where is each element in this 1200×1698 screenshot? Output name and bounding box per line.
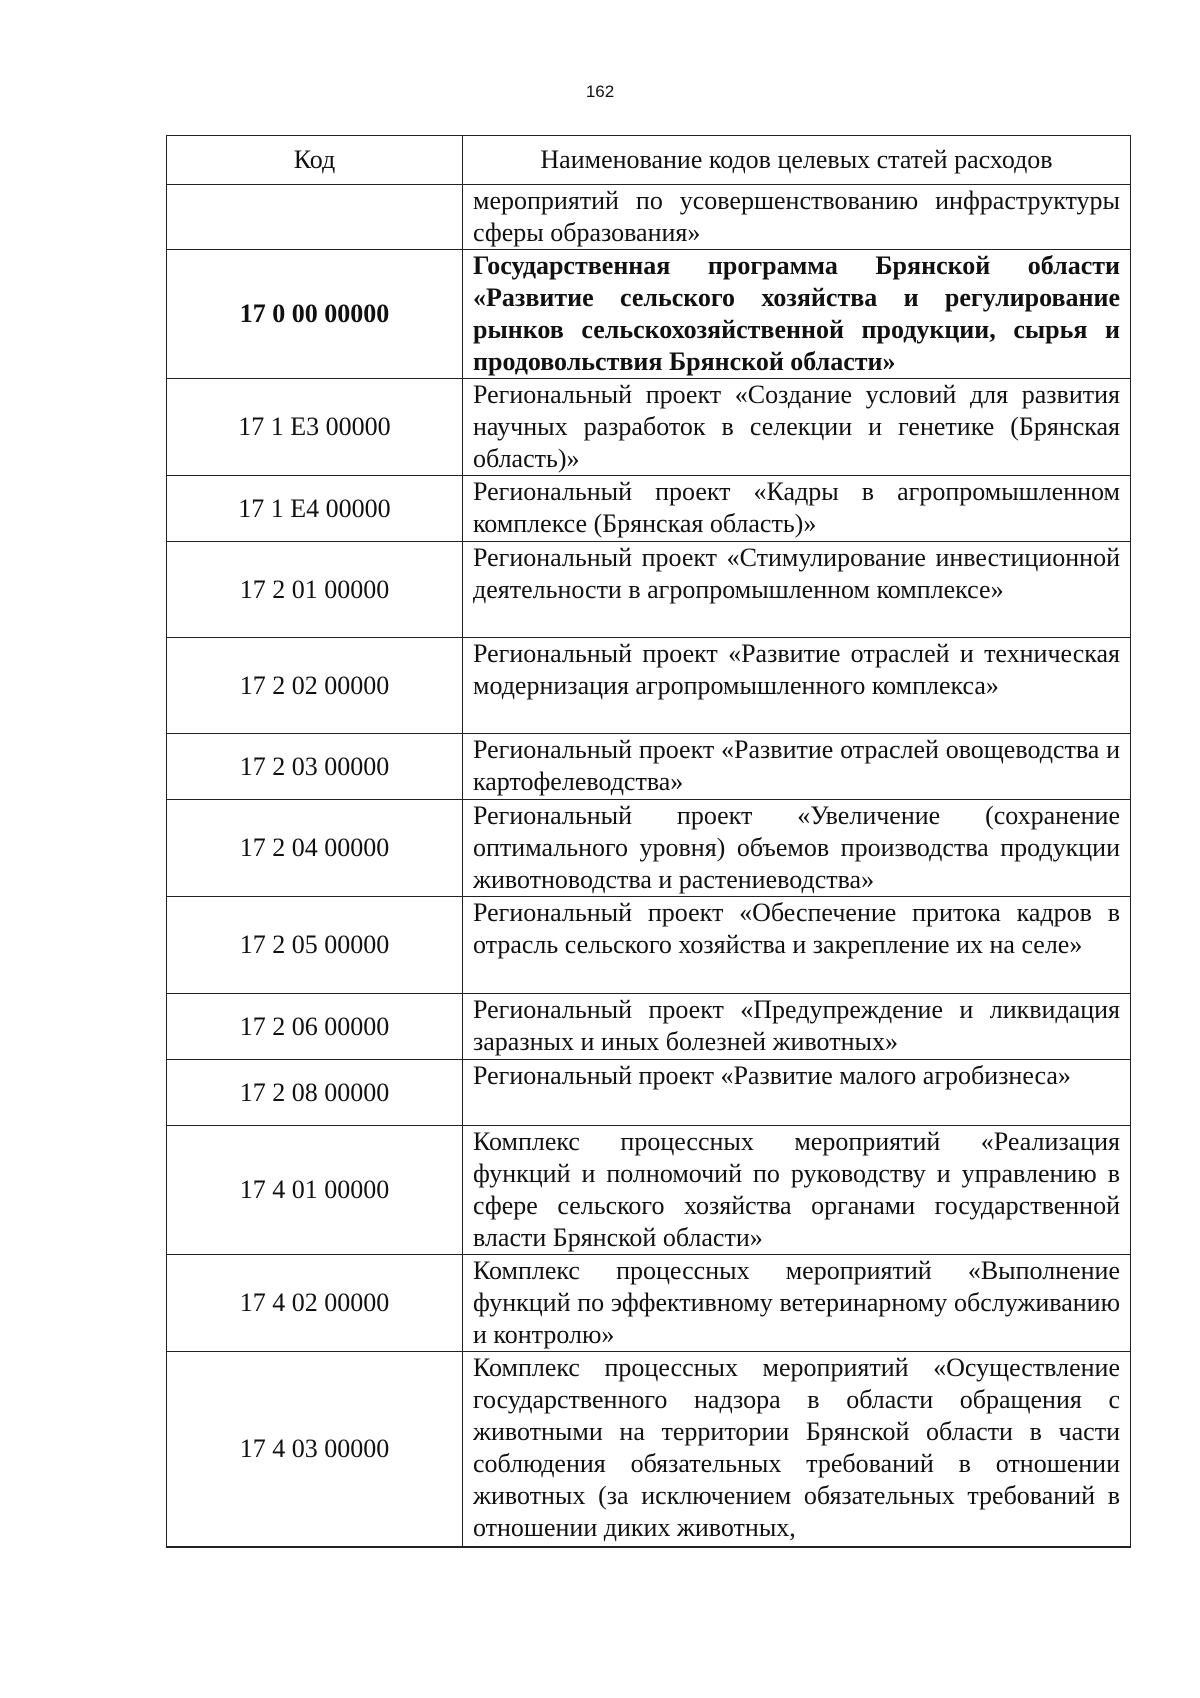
table-row <box>167 897 1131 994</box>
row-code: 17 2 05 00000 <box>167 897 463 994</box>
table-row <box>167 994 1131 1060</box>
row-code: 17 1 Е4 00000 <box>167 476 463 542</box>
row-name: Региональный проект «Кадры в агропромышленном комплексе (Брянская область)» <box>463 476 1131 542</box>
code-column-header: Код <box>167 136 463 185</box>
row-code: 17 4 01 00000 <box>167 1126 463 1255</box>
table-row <box>167 379 1131 476</box>
table-row <box>167 1255 1131 1352</box>
row-name: Комплекс процессных мероприятий «Реализация функций и полномочий по руководству и управлению в сфере сельского хозяйства органами государственной власти Брянской области» <box>463 1126 1131 1255</box>
row-code: 17 2 01 00000 <box>167 542 463 638</box>
table-row <box>167 800 1131 897</box>
table-row <box>167 1352 1131 1547</box>
row-name: Региональный проект «Развитие малого агробизнеса» <box>463 1060 1131 1126</box>
row-code: 17 2 03 00000 <box>167 734 463 800</box>
row-name: Комплекс процессных мероприятий «Осуществление государственного надзора в области обращения с животными на территории Брянской области в части соблюдения обязательных требований в отношении животных (за исключением обязательных требований в отношении диких животных, <box>463 1352 1131 1547</box>
row-name: Региональный проект «Увеличение (сохранение оптимального уровня) объемов производства продукции животноводства и растениеводства» <box>463 800 1131 897</box>
table-row <box>167 638 1131 734</box>
table-row <box>167 476 1131 542</box>
row-code: 17 2 04 00000 <box>167 800 463 897</box>
row-code: 17 4 03 00000 <box>167 1352 463 1547</box>
page-number: 162 <box>585 82 615 101</box>
table-header-row <box>167 136 1131 185</box>
row-code: 17 2 06 00000 <box>167 994 463 1060</box>
table-row <box>167 1060 1131 1126</box>
row-name: Региональный проект «Стимулирование инвестиционной деятельности в агропромышленном комплексе» <box>463 542 1131 638</box>
table-row <box>167 1126 1131 1255</box>
row-code: 17 1 Е3 00000 <box>167 379 463 476</box>
row-name: Региональный проект «Обеспечение притока кадров в отрасль сельского хозяйства и закрепление их на селе» <box>463 897 1131 994</box>
row-name: Комплекс процессных мероприятий «Выполнение функций по эффективному ветеринарному обслуживанию и контролю» <box>463 1255 1131 1352</box>
row-name: Региональный проект «Создание условий для развития научных разработок в селекции и генетике (Брянская область)» <box>463 379 1131 476</box>
row-name: Государственная программа Брянской области «Развитие сельского хозяйства и регулирование рынков сельскохозяйственной продукции, сырья и продовольствия Брянской области» <box>463 250 1131 379</box>
target-expense-codes-table <box>166 135 1131 1548</box>
row-name: Региональный проект «Предупреждение и ликвидация заразных и иных болезней животных» <box>463 994 1131 1060</box>
name-column-header: Наименование кодов целевых статей расходов <box>463 136 1131 185</box>
table-row <box>167 734 1131 800</box>
table-row <box>167 250 1131 379</box>
row-code: 17 4 02 00000 <box>167 1255 463 1352</box>
row-name: мероприятий по усовершенствованию инфраструктуры сферы образования» <box>463 185 1131 250</box>
row-code: 17 0 00 00000 <box>167 250 463 379</box>
row-name: Региональный проект «Развитие отраслей овощеводства и картофелеводства» <box>463 734 1131 800</box>
row-code: 17 2 08 00000 <box>167 1060 463 1126</box>
row-name: Региональный проект «Развитие отраслей и техническая модернизация агропромышленного комплекса» <box>463 638 1131 734</box>
row-code <box>167 185 463 250</box>
table-row <box>167 542 1131 638</box>
row-code: 17 2 02 00000 <box>167 638 463 734</box>
table-row <box>167 185 1131 250</box>
